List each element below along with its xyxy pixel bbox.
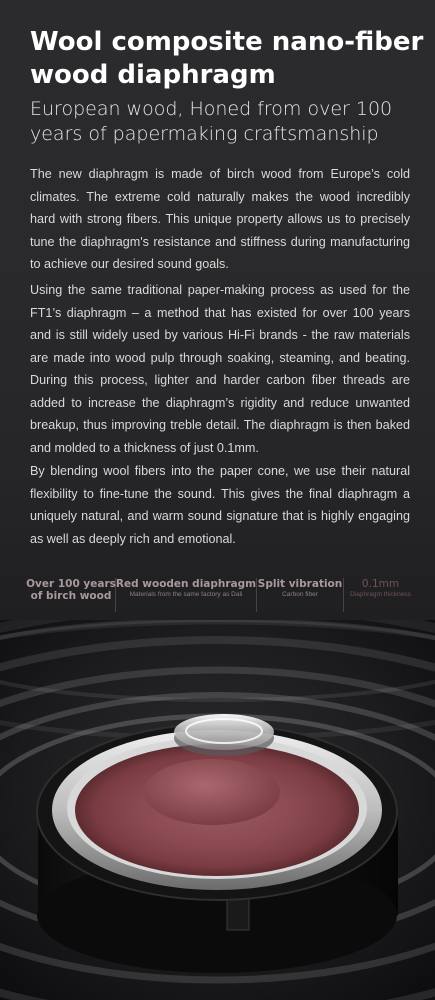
description-paragraph-3: By blending wool fibers into the paper cone, we use their natural flexibility to fine-tune the sound. This gives the final diaphragm a uniquely natural, and warm sound signature that is highly engaging as well as deeply rich and emotional. <box>30 464 410 546</box>
top-cap <box>174 714 274 756</box>
spec-main-text: 0.1mm <box>361 578 400 590</box>
spec-split-vibration <box>257 578 344 612</box>
spec-sub-text: Carbon fiber <box>282 591 318 598</box>
spec-red-wooden-diaphragm <box>116 578 257 612</box>
spec-sub-text: Materials from the same factory as Dali <box>129 591 243 598</box>
spec-thickness <box>344 578 417 612</box>
spec-sub-text: Diaphragm thickness <box>350 591 411 598</box>
page-subtitle: European wood, Honed from over 100 years of papermaking craftsmanship <box>30 98 393 145</box>
spec-main-text: Red wooden diaphragm <box>115 578 257 590</box>
spec-main-text: Over 100 years <box>26 578 116 590</box>
spec-main-text: Split vibration <box>257 578 343 590</box>
spec-highlights <box>27 578 417 612</box>
spec-birch-wood <box>27 578 116 612</box>
diaphragm-dome <box>144 759 280 825</box>
description-paragraph-1: The new diaphragm is made of birch wood from Europe’s cold climates. The extreme cold naturally makes the wood incredibly hard with strong fibers. This unique property allows us to precisely tune the diaphragm's resistance and stiffness during manufacturing to achieve our desired sound goals. <box>30 167 410 271</box>
page-title: Wool composite nano-fiber wood diaphragm <box>30 27 424 90</box>
driver-body <box>37 724 398 973</box>
description-paragraph-2: Using the same traditional paper-making process as used for the FT1’s diaphragm – a method that has existed for over 100 years and is still widely used by various Hi-Fi brands - the raw materials are made into wood pulp through soaking, steaming, and beating. During this process, lighter and harder carbon fiber threads are added to increase the diaphragm’s rigidity and reduce unwanted breakup, thus improving treble detail. The diaphragm is then baked and molded to a thickness of just 0.1mm. <box>30 283 410 455</box>
spec-main-text-line2: of birch wood <box>30 590 112 602</box>
diaphragm-illustration <box>0 620 435 1000</box>
diaphragm-product-image <box>0 620 435 1000</box>
